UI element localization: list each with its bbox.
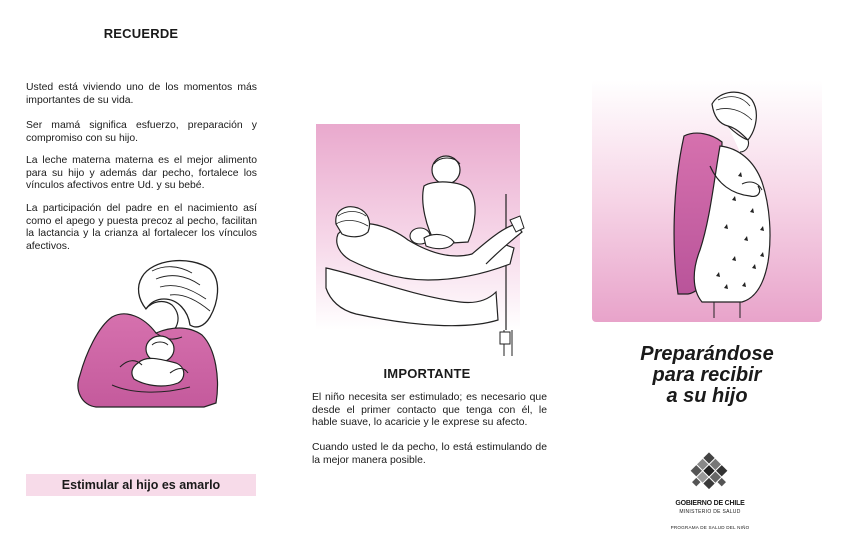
government-logo-icon (682, 450, 736, 500)
title-line-2: para recibir (652, 364, 762, 386)
importante-paragraph-1: El niño necesita ser estimulado; es necesario que desde el primer contacto que tenga con él, le hable suave, lo acaricie y le exprese su afecto. (312, 392, 547, 429)
birth-scene-illustration (316, 124, 526, 356)
importante-heading: IMPORTANTE (383, 366, 471, 381)
brochure-title (602, 344, 812, 407)
recuerde-heading: RECUERDE (103, 26, 179, 41)
importante-paragraph-2: Cuando usted le da pecho, lo está estimulando de la mejor manera posible. (312, 442, 547, 466)
slogan-banner: Estimular al hijo es amarlo (26, 474, 256, 496)
middle-panel (282, 0, 572, 556)
government-logo-text (650, 500, 770, 532)
logo-line-2: MINISTERIO DE SALUD (679, 509, 741, 515)
logo-line-1: GOBIERNO DE CHILE (675, 500, 745, 507)
recuerde-paragraph-1: Usted está viviendo uno de los momentos más importantes de su vida. (26, 82, 257, 106)
right-panel (572, 0, 848, 556)
title-line-1: Preparándose (640, 343, 774, 365)
logo-line-3: PROGRAMA DE SALUD DEL NIÑO (670, 525, 750, 530)
recuerde-paragraph-2: Ser mamá significa esfuerzo, preparación y compromiso con su hijo. (26, 120, 257, 144)
recuerde-paragraph-3: La leche materna materna es el mejor alimento para su hijo y además dar pecho, fortalece los vínculos afectivos entre Ud. y su bebé. (26, 155, 257, 192)
mother-holding-baby-illustration (60, 255, 220, 415)
recuerde-paragraph-4: La participación del padre en el nacimiento así como el apego y puesta precoz al pecho, facilitan la lactancia y la crianza al fortalecer los vínculos afectivos. (26, 203, 257, 252)
title-line-3: a su hijo (666, 385, 748, 407)
left-panel (0, 0, 282, 556)
pregnant-woman-illustration (592, 80, 822, 322)
